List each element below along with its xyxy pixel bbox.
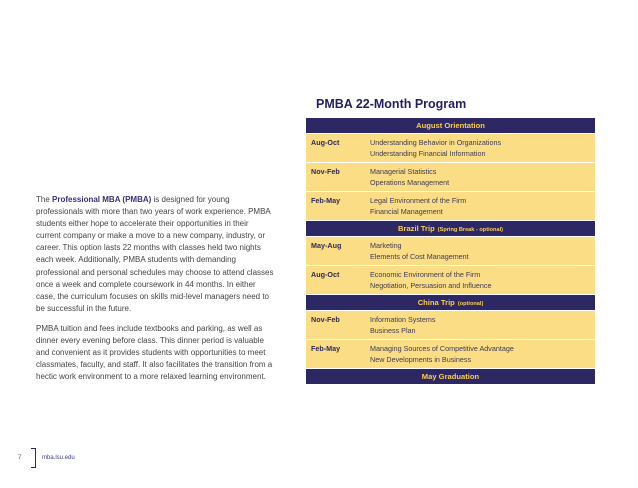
row-period: May-Aug [311, 241, 342, 250]
banner-label: China Trip [417, 298, 455, 307]
row-courses [360, 192, 466, 220]
row-period: Feb-May [311, 196, 341, 205]
intro-p1-body: is designed for young professionals with more than two years of work experience. PMBA students either hope to accelerate their opportunities in their current company or make a move to a new company, industry, or career. This option lasts 22 months with classes held two nights each week. Additionally, PMBA students with demanding professional and personal schedules may choose to attend classes once a week and complete coursework in 44 months. In either case, the curriculum focuses on skills mid-level managers need to be successful in the future. [36, 195, 274, 313]
page-number: 7 [18, 455, 22, 461]
course-item: Negotiation, Persuasion and Influence [370, 281, 492, 290]
table-row [306, 163, 595, 192]
course-item: Marketing [370, 241, 402, 250]
intro-text [36, 194, 274, 391]
course-item: Elements of Cost Management [370, 252, 469, 261]
bracket-mark [31, 448, 36, 468]
row-period: Aug-Oct [311, 270, 340, 279]
row-courses [360, 237, 469, 265]
row-courses [360, 311, 436, 339]
row-period: Aug-Oct [311, 138, 340, 147]
banner-brazil-trip [306, 221, 595, 237]
banner-august-orientation [306, 118, 595, 134]
table-row [306, 237, 595, 266]
row-courses [360, 266, 491, 294]
course-item: Financial Management [370, 207, 443, 216]
course-item: Understanding Behavior in Organizations [370, 138, 502, 147]
row-period: Feb-May [311, 344, 341, 353]
footer-url-link[interactable]: mba.lsu.edu [42, 455, 75, 461]
table-row [306, 134, 595, 163]
program-title: PMBA 22-Month Program [316, 97, 467, 111]
banner-label: May Graduation [421, 372, 480, 381]
intro-paragraph-1 [36, 194, 274, 315]
row-period: Nov-Feb [311, 315, 340, 324]
intro-paragraph-2: PMBA tuition and fees include textbooks and parking, as well as dinner every evening before class. This dinner period is valuable and convenient as it provides students with opportunities to meet classmates, faculty, and staff. It also facilitates the transition from a hectic work environment to a more relaxed learning environment. [36, 323, 273, 382]
course-item: Information Systems [370, 315, 436, 324]
row-courses [360, 134, 501, 162]
intro-p1-lead: The [36, 195, 53, 204]
table-row [306, 192, 595, 221]
course-item: Managing Sources of Competitive Advantage [370, 344, 514, 353]
row-period: Nov-Feb [311, 167, 340, 176]
course-item: Economic Environment of the Firm [370, 270, 481, 279]
program-table [306, 118, 595, 385]
banner-china-trip [306, 295, 595, 311]
course-item: Managerial Statistics [370, 167, 437, 176]
course-item: Operations Management [370, 178, 450, 187]
page-footer [18, 448, 75, 468]
course-item: Business Plan [370, 326, 416, 335]
course-item: Understanding Financial Information [370, 149, 486, 158]
course-item: New Developments in Business [370, 355, 472, 364]
pmba-highlight: Professional MBA (PMBA) [52, 195, 152, 204]
banner-label: Brazil Trip [398, 224, 435, 233]
table-row [306, 340, 595, 369]
banner-label: August Orientation [416, 121, 485, 130]
banner-note: (Spring Break - optional) [437, 227, 503, 233]
course-item: Legal Environment of the Firm [370, 196, 467, 205]
table-row [306, 266, 595, 295]
row-courses [360, 163, 449, 191]
row-courses [360, 340, 514, 368]
banner-note: (optional) [457, 301, 484, 307]
banner-may-graduation [306, 369, 595, 385]
table-row [306, 311, 595, 340]
